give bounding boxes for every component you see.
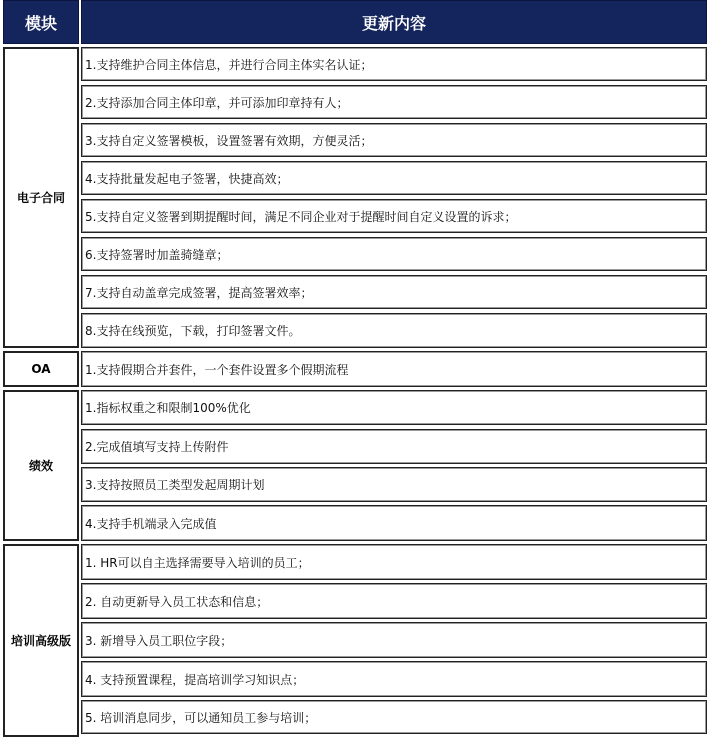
table-row: 2.支持添加合同主体印章，并可添加印章持有人；: [81, 85, 707, 119]
header-module: 模块: [3, 0, 79, 44]
table-row: 1.支持维护合同主体信息，并进行合同主体实名认证；: [81, 47, 707, 81]
table-row: 3.支持按照员工类型发起周期计划: [81, 467, 707, 502]
table-row: 7.支持自动盖章完成签署，提高签署效率；: [81, 275, 707, 309]
table-row: 4.支持批量发起电子签署，快捷高效；: [81, 161, 707, 195]
module-oa: OA: [3, 351, 79, 387]
table-row: 2. 自动更新导入员工状态和信息；: [81, 583, 707, 619]
table-row: 6.支持签署时加盖骑缝章；: [81, 237, 707, 271]
header-content: 更新内容: [81, 0, 707, 44]
module-training-advanced: 培训高级版: [3, 544, 79, 737]
table-row: 1. HR可以自主选择需要导入培训的员工；: [81, 544, 707, 580]
table-row: 5. 培训消息同步，可以通知员工参与培训；: [81, 700, 707, 734]
module-performance: 绩效: [3, 390, 79, 541]
table-row: 1.支持假期合并套件，一个套件设置多个假期流程: [81, 351, 707, 387]
table-row: 3.支持自定义签署模板，设置签署有效期，方便灵活；: [81, 123, 707, 157]
table-row: 1.指标权重之和限制100%优化: [81, 390, 707, 425]
table-row: 2.完成值填写支持上传附件: [81, 429, 707, 464]
table-row: 8.支持在线预览，下载，打印签署文件。: [81, 313, 707, 348]
module-electronic-contract: 电子合同: [3, 47, 79, 348]
table-row: 3. 新增导入员工职位字段；: [81, 622, 707, 658]
table-row: 5.支持自定义签署到期提醒时间，满足不同企业对于提醒时间自定义设置的诉求；: [81, 199, 707, 233]
table-row: 4. 支持预置课程，提高培训学习知识点；: [81, 661, 707, 697]
table-row: 4.支持手机端录入完成值: [81, 505, 707, 541]
